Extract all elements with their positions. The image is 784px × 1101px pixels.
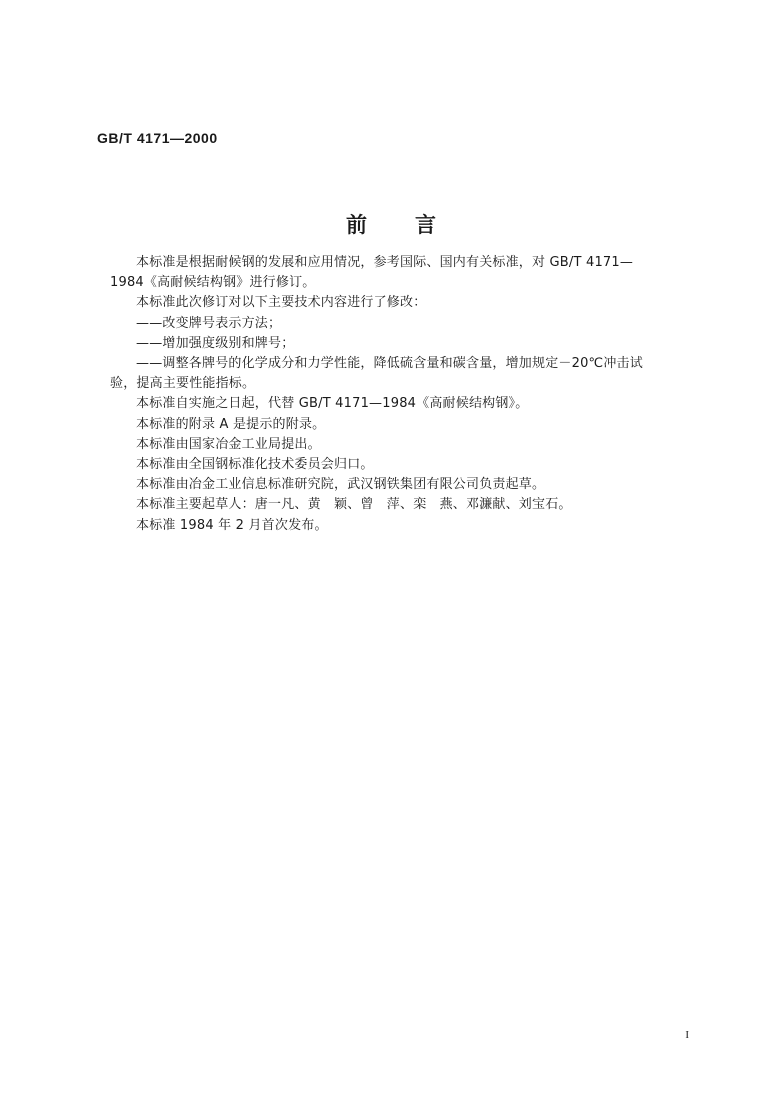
paragraph-centralized-by: 本标准由全国钢标准化技术委员会归口。 <box>136 457 374 473</box>
title-char-2: 言 <box>415 213 438 237</box>
list-item-composition-properties: ——调整各牌号的化学成分和力学性能，降低硫含量和碳含量，增加规定－20℃冲击试验，提高主要性能指标。 <box>110 356 643 392</box>
paragraph-annex: 本标准的附录 A 是提示的附录。 <box>136 416 326 432</box>
title-char-1: 前 <box>346 213 369 237</box>
list-item-grade-notation: ——改变牌号表示方法； <box>136 315 282 331</box>
page-number: I <box>685 1029 689 1041</box>
paragraph-proposed-by: 本标准由国家冶金工业局提出。 <box>136 436 321 452</box>
paragraph-drafted-by: 本标准由冶金工业信息标准研究院，武汉钢铁集团有限公司负责起草。 <box>136 477 546 493</box>
paragraph-supersedes: 本标准自实施之日起，代替 GB/T 4171—1984《高耐候结构钢》。 <box>136 396 529 412</box>
standard-number: GB/T 4171—2000 <box>97 130 218 146</box>
paragraph-first-published: 本标准 1984 年 2 月首次发布。 <box>136 517 328 533</box>
paragraph-revision-basis: 本标准是根据耐候钢的发展和应用情况，参考国际、国内有关标准，对 GB/T 4171—1984《高耐候结构钢》进行修订。 <box>110 255 634 291</box>
paragraph-revision-summary: 本标准此次修订对以下主要技术内容进行了修改： <box>136 295 427 311</box>
page-title <box>0 209 784 239</box>
paragraph-drafters: 本标准主要起草人：唐一凡、黄 颖、曾 萍、栾 燕、邓濂献、刘宝石。 <box>136 497 572 513</box>
foreword-body <box>110 253 666 536</box>
list-item-strength-grades: ——增加强度级别和牌号； <box>136 335 295 351</box>
